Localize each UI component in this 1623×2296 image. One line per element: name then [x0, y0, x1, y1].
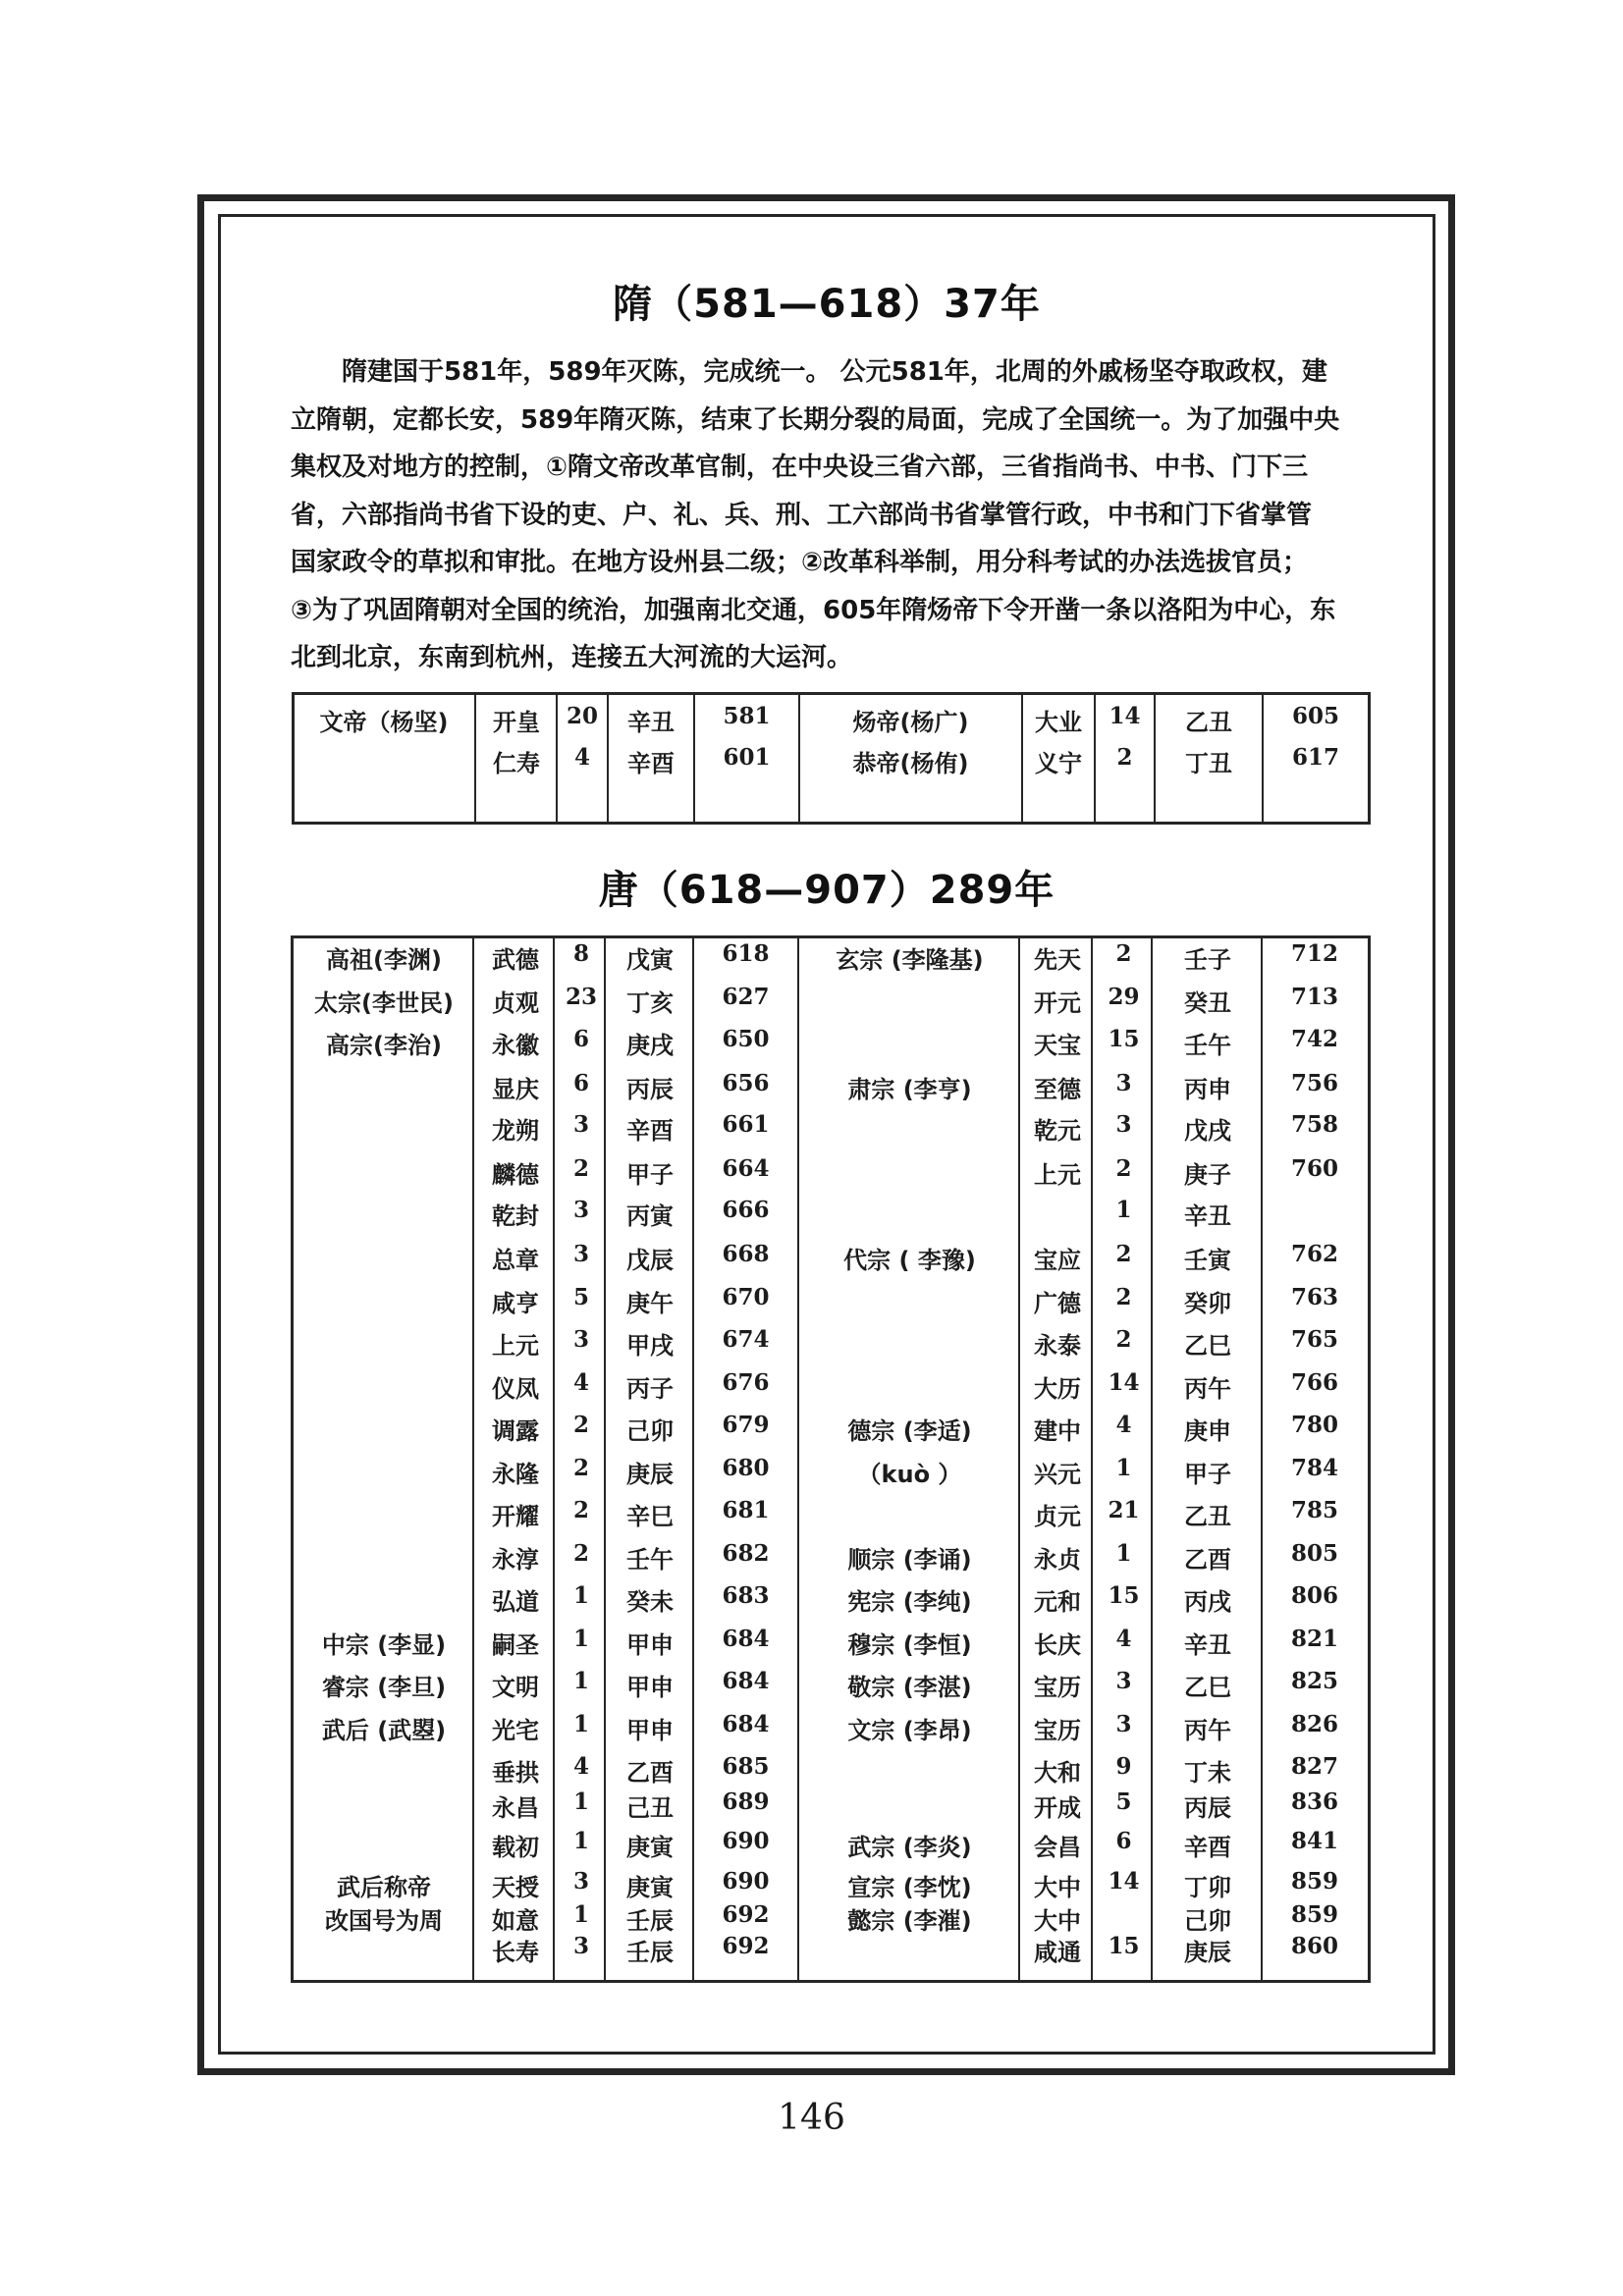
years-cell: 5: [572, 1284, 589, 1310]
table-row: [294, 1412, 1368, 1443]
years-cell: 4: [573, 744, 590, 771]
year-cell: 684: [722, 1626, 770, 1652]
ganzhi-cell: 辛酉: [626, 1117, 674, 1145]
years-cell: 21: [1108, 1497, 1140, 1523]
year-cell: 683: [722, 1582, 770, 1609]
era-name-cell: 宝历: [1034, 1717, 1081, 1744]
ganzhi-cell: 辛丑: [1184, 1631, 1231, 1659]
year-cell: 712: [1290, 940, 1338, 967]
ganzhi-cell: 丙戌: [1184, 1588, 1231, 1616]
era-name-cell: 咸亨: [492, 1290, 539, 1317]
years-cell: 4: [572, 1753, 589, 1780]
ganzhi-cell: 壬午: [1184, 1032, 1231, 1059]
intro-line: 国家政令的草拟和审批。在地方设州县二级；②改革科举制，用分科考试的办法选拔官员；: [291, 548, 1309, 577]
year-cell: 664: [722, 1155, 770, 1182]
years-cell: 6: [572, 1070, 589, 1096]
ganzhi-cell: 庚子: [1184, 1161, 1231, 1189]
year-cell: 674: [722, 1326, 770, 1353]
years-cell: 2: [1115, 940, 1132, 967]
years-cell: 23: [565, 984, 597, 1010]
year-cell: 825: [1290, 1668, 1338, 1694]
years-cell: 3: [572, 1197, 589, 1223]
years-cell: 4: [1115, 1412, 1132, 1438]
year-cell: 679: [722, 1412, 770, 1438]
era-name-cell: 如意: [492, 1907, 539, 1935]
years-cell: 2: [572, 1540, 589, 1567]
years-cell: 3: [1115, 1070, 1132, 1096]
years-cell: 2: [572, 1455, 589, 1481]
years-cell: 1: [1115, 1197, 1132, 1223]
years-cell: 1: [1115, 1540, 1132, 1567]
era-name-cell: 乾封: [492, 1202, 539, 1230]
year-cell: 692: [722, 1933, 770, 1959]
era-name-cell: 永泰: [1034, 1332, 1081, 1360]
year-cell: 690: [722, 1868, 770, 1895]
years-cell: 1: [572, 1668, 589, 1694]
years-cell: 15: [1108, 1933, 1140, 1959]
ganzhi-cell: 辛丑: [1184, 1202, 1231, 1230]
years-cell: 3: [1115, 1668, 1132, 1694]
years-cell: 29: [1108, 984, 1140, 1010]
era-name-cell: 开耀: [492, 1503, 539, 1530]
years-cell: 3: [572, 1241, 589, 1267]
table-row: [294, 1868, 1368, 1899]
ganzhi-cell: 丁亥: [626, 989, 674, 1017]
era-name-cell: 咸通: [1034, 1939, 1081, 1966]
years-cell: 1: [572, 1828, 589, 1854]
ganzhi-cell: 乙酉: [1184, 1546, 1231, 1574]
years-cell: 2: [1115, 1241, 1132, 1267]
era-name-cell: 贞观: [492, 989, 539, 1017]
years-cell: 15: [1108, 1026, 1140, 1052]
ganzhi-cell: 甲申: [626, 1717, 674, 1744]
era-name-cell: 上元: [1034, 1161, 1081, 1189]
table-row: [294, 1753, 1368, 1785]
ganzhi-cell: 乙丑: [1184, 1503, 1231, 1530]
year-cell: 713: [1290, 984, 1338, 1010]
era-name-cell: 麟德: [492, 1161, 539, 1189]
ganzhi-cell: 甲戌: [626, 1332, 674, 1360]
ganzhi-cell: 壬辰: [626, 1907, 674, 1935]
era-name-cell: 大业: [1035, 709, 1082, 736]
intro-line: 北到北京，东南到杭州，连接五大河流的大运河。: [291, 643, 853, 672]
year-cell: 661: [722, 1111, 770, 1138]
years-cell: 1: [572, 1582, 589, 1609]
ganzhi-cell: 庚辰: [626, 1461, 674, 1488]
ganzhi-cell: 乙丑: [1185, 709, 1232, 736]
year-cell: 806: [1290, 1582, 1338, 1609]
year-cell: 859: [1290, 1868, 1338, 1895]
era-name-cell: 宝历: [1034, 1674, 1081, 1701]
table-row: [294, 1626, 1368, 1657]
table-row: [294, 1284, 1368, 1315]
year-cell: 780: [1290, 1412, 1338, 1438]
era-name-cell: 开元: [1034, 989, 1081, 1017]
ganzhi-cell: 乙巳: [1184, 1332, 1231, 1360]
ganzhi-cell: 丙寅: [626, 1202, 674, 1230]
years-cell: 5: [1115, 1789, 1132, 1815]
ganzhi-cell: 丙子: [626, 1375, 674, 1403]
years-cell: 3: [572, 1933, 589, 1959]
table-row: [294, 1901, 1368, 1933]
era-name-cell: 宝应: [1034, 1247, 1081, 1274]
years-cell: 15: [1108, 1582, 1140, 1609]
year-cell: 690: [722, 1828, 770, 1854]
ganzhi-cell: 庚寅: [626, 1874, 674, 1901]
era-name-cell: 大中: [1034, 1907, 1081, 1935]
year-cell: 656: [722, 1070, 770, 1096]
year-cell: 765: [1290, 1326, 1338, 1353]
ganzhi-cell: 庚戌: [626, 1032, 674, 1059]
ganzhi-cell: 辛巳: [626, 1503, 674, 1530]
year-cell: 685: [722, 1753, 770, 1780]
era-name-cell: 先天: [1034, 946, 1081, 974]
ganzhi-cell: 壬子: [1184, 946, 1231, 974]
years-cell: 2: [1115, 1326, 1132, 1353]
intro-line: 立隋朝，定都长安，589年隋灭陈，结束了长期分裂的局面，完成了全国统一。为了加强中央: [291, 404, 1340, 435]
year-cell: 601: [723, 744, 771, 771]
year-cell: 684: [722, 1711, 770, 1737]
emperor-cell: 中宗 (李显): [321, 1631, 447, 1659]
ganzhi-cell: 丙申: [1184, 1076, 1231, 1103]
emperor-cell: 高祖(李渊): [326, 946, 442, 974]
year-cell: 682: [722, 1540, 770, 1567]
era-name-cell: 会昌: [1034, 1834, 1081, 1861]
emperor-cell: 宪宗 (李纯): [847, 1588, 972, 1616]
year-cell: 681: [722, 1497, 770, 1523]
year-cell: 836: [1290, 1789, 1338, 1815]
table-row: [294, 1369, 1368, 1401]
sui-reign-table: [292, 692, 1371, 825]
table-row: [294, 1497, 1368, 1528]
ganzhi-cell: 甲子: [626, 1161, 674, 1189]
year-cell: 684: [722, 1668, 770, 1694]
ganzhi-cell: 己卯: [1184, 1907, 1231, 1935]
emperor-cell: 武宗 (李炎): [847, 1834, 972, 1861]
emperor-cell: 德宗 (李适): [847, 1417, 972, 1445]
era-name-cell: 开皇: [493, 709, 540, 736]
years-cell: 2: [572, 1155, 589, 1182]
years-cell: 2: [1115, 1284, 1132, 1310]
era-name-cell: 永隆: [492, 1461, 539, 1488]
ganzhi-cell: 甲子: [1184, 1461, 1231, 1488]
table-row: [294, 1828, 1368, 1859]
era-name-cell: 元和: [1034, 1588, 1081, 1616]
ganzhi-cell: 辛酉: [627, 750, 675, 777]
year-cell: 785: [1290, 1497, 1338, 1523]
years-cell: 2: [1116, 744, 1133, 771]
era-name-cell: 兴元: [1034, 1461, 1081, 1488]
table-row: [294, 1789, 1368, 1820]
year-cell: 617: [1291, 744, 1339, 771]
years-cell: 2: [1115, 1155, 1132, 1182]
era-name-cell: 开成: [1034, 1794, 1081, 1822]
ganzhi-cell: 乙酉: [626, 1759, 674, 1787]
years-cell: 6: [572, 1026, 589, 1052]
years-cell: 20: [566, 703, 598, 729]
year-cell: 766: [1290, 1369, 1338, 1396]
era-name-cell: 乾元: [1034, 1117, 1081, 1145]
era-name-cell: 文明: [492, 1674, 539, 1701]
era-name-cell: 永贞: [1034, 1546, 1081, 1574]
ganzhi-cell: 己丑: [626, 1794, 674, 1822]
year-cell: 627: [722, 984, 770, 1010]
emperor-cell: 高宗(李治): [326, 1032, 442, 1059]
year-cell: 762: [1290, 1241, 1338, 1267]
era-name-cell: 天授: [492, 1874, 539, 1901]
ganzhi-cell: 庚申: [1184, 1417, 1231, 1445]
era-name-cell: 长寿: [492, 1939, 539, 1966]
years-cell: 2: [572, 1412, 589, 1438]
year-cell: 756: [1290, 1070, 1338, 1096]
intro-line: 隋建国于581年，589年灭陈，完成统一。 公元581年，北周的外戚杨坚夺取政权，建: [342, 357, 1327, 387]
years-cell: 3: [572, 1111, 589, 1138]
years-cell: 2: [572, 1497, 589, 1523]
emperor-cell: 武后 (武曌): [321, 1717, 447, 1744]
year-cell: 668: [722, 1241, 770, 1267]
emperor-cell: 玄宗 (李隆基): [836, 946, 984, 974]
emperor-cell: 文帝（杨坚): [319, 709, 449, 736]
era-name-cell: 广德: [1034, 1290, 1081, 1317]
era-name-cell: 长庆: [1034, 1631, 1081, 1659]
era-name-cell: 嗣圣: [492, 1631, 539, 1659]
emperor-cell: 改国号为周: [325, 1907, 443, 1935]
table-row: [294, 1326, 1368, 1358]
emperor-cell: 敬宗 (李湛): [847, 1674, 972, 1701]
ganzhi-cell: 辛丑: [627, 709, 675, 736]
ganzhi-cell: 丁丑: [1185, 750, 1232, 777]
era-name-cell: 垂拱: [492, 1759, 539, 1787]
era-name-cell: 上元: [492, 1332, 539, 1360]
era-name-cell: 大和: [1034, 1759, 1081, 1787]
ganzhi-cell: 丙辰: [626, 1076, 674, 1103]
era-name-cell: 贞元: [1034, 1503, 1081, 1530]
ganzhi-cell: 甲申: [626, 1631, 674, 1659]
table-row: [294, 1155, 1368, 1187]
year-cell: 680: [722, 1455, 770, 1481]
ganzhi-cell: 壬寅: [1184, 1247, 1231, 1274]
table-row: [294, 1582, 1368, 1614]
era-name-cell: 建中: [1034, 1417, 1081, 1445]
table-row: [294, 1197, 1368, 1228]
year-cell: 581: [723, 703, 771, 729]
year-cell: 666: [722, 1197, 770, 1223]
years-cell: 6: [1115, 1828, 1132, 1854]
ganzhi-cell: 戊戌: [1184, 1117, 1231, 1145]
year-cell: 605: [1291, 703, 1339, 729]
emperor-cell: 太宗(李世民): [314, 989, 454, 1017]
table-row: [294, 1711, 1368, 1742]
ganzhi-cell: 壬午: [626, 1546, 674, 1574]
era-name-cell: 显庆: [492, 1076, 539, 1103]
page-number: 146: [778, 2098, 845, 2138]
year-cell: 670: [722, 1284, 770, 1310]
year-cell: 692: [722, 1901, 770, 1928]
ganzhi-cell: 甲申: [626, 1674, 674, 1701]
tang-heading: 唐（618—907）289年: [598, 868, 1055, 913]
era-name-cell: 永昌: [492, 1794, 539, 1822]
era-name-cell: 永淳: [492, 1546, 539, 1574]
era-name-cell: 总章: [492, 1247, 539, 1274]
table-row: [294, 1933, 1368, 1964]
years-cell: 1: [572, 1626, 589, 1652]
years-cell: 3: [572, 1326, 589, 1353]
tang-reign-table: [291, 935, 1371, 1983]
table-row: [294, 1111, 1368, 1143]
year-cell: 689: [722, 1789, 770, 1815]
intro-line: ③为了巩固隋朝对全国的统治，加强南北交通，605年隋炀帝下令开凿一条以洛阳为中心，东: [291, 595, 1336, 625]
year-cell: 827: [1290, 1753, 1338, 1780]
emperor-cell: （kuò ）: [857, 1461, 962, 1488]
emperor-cell: 武后称帝: [337, 1874, 431, 1901]
years-cell: 3: [1115, 1111, 1132, 1138]
year-cell: 859: [1290, 1901, 1338, 1928]
table-row: [294, 1455, 1368, 1486]
years-cell: 1: [572, 1711, 589, 1737]
year-cell: 758: [1290, 1111, 1338, 1138]
era-name-cell: 永徽: [492, 1032, 539, 1059]
years-cell: 9: [1115, 1753, 1132, 1780]
year-cell: 841: [1290, 1828, 1338, 1854]
ganzhi-cell: 癸未: [626, 1588, 674, 1616]
ganzhi-cell: 庚寅: [626, 1834, 674, 1861]
era-name-cell: 载初: [492, 1834, 539, 1861]
ganzhi-cell: 庚午: [626, 1290, 674, 1317]
year-cell: 742: [1290, 1026, 1338, 1052]
table-row: [294, 1070, 1368, 1101]
ganzhi-cell: 己卯: [626, 1417, 674, 1445]
ganzhi-cell: 壬辰: [626, 1939, 674, 1966]
year-cell: 763: [1290, 1284, 1338, 1310]
ganzhi-cell: 丁未: [1184, 1759, 1231, 1787]
years-cell: 4: [572, 1369, 589, 1396]
era-name-cell: 仁寿: [493, 750, 540, 777]
ganzhi-cell: 丙辰: [1184, 1794, 1231, 1822]
emperor-cell: 肃宗 (李亨): [847, 1076, 972, 1103]
table-row: [294, 984, 1368, 1015]
year-cell: 821: [1290, 1626, 1338, 1652]
era-name-cell: 义宁: [1035, 750, 1082, 777]
table-row: [294, 1241, 1368, 1272]
emperor-cell: 恭帝(杨侑): [852, 750, 969, 777]
era-name-cell: 大中: [1034, 1874, 1081, 1901]
ganzhi-cell: 乙巳: [1184, 1674, 1231, 1701]
emperor-cell: 文宗 (李昂): [847, 1717, 972, 1744]
ganzhi-cell: 癸丑: [1184, 989, 1231, 1017]
era-name-cell: 至德: [1034, 1076, 1081, 1103]
sui-heading: 隋（581—618）37年: [613, 282, 1041, 327]
year-cell: 760: [1290, 1155, 1338, 1182]
intro-line: 省，六部指尚书省下设的吏、户、礼、兵、刑、工六部尚书省掌管行政，中书和门下省掌管: [291, 500, 1313, 530]
year-cell: 618: [722, 940, 770, 967]
emperor-cell: 睿宗 (李旦): [321, 1674, 447, 1701]
years-cell: 14: [1109, 703, 1141, 729]
ganzhi-cell: 丙午: [1184, 1375, 1231, 1403]
table-row: [295, 744, 1368, 775]
era-name-cell: 仪凤: [492, 1375, 539, 1403]
table-row: [294, 940, 1368, 972]
years-cell: 1: [572, 1789, 589, 1815]
year-cell: 650: [722, 1026, 770, 1052]
year-cell: 676: [722, 1369, 770, 1396]
ganzhi-cell: 丙午: [1184, 1717, 1231, 1744]
era-name-cell: 龙朔: [492, 1117, 539, 1145]
year-cell: 860: [1290, 1933, 1338, 1959]
emperor-cell: 懿宗 (李漼): [847, 1907, 972, 1935]
year-cell: 784: [1290, 1455, 1338, 1481]
years-cell: 3: [1115, 1711, 1132, 1737]
table-row: [294, 1540, 1368, 1572]
table-row: [294, 1668, 1368, 1699]
era-name-cell: 光宅: [492, 1717, 539, 1744]
ganzhi-cell: 癸卯: [1184, 1290, 1231, 1317]
emperor-cell: 穆宗 (李恒): [847, 1631, 972, 1659]
ganzhi-cell: 丁卯: [1184, 1874, 1231, 1901]
ganzhi-cell: 戊辰: [626, 1247, 674, 1274]
years-cell: 1: [1115, 1455, 1132, 1481]
emperor-cell: 炀帝(杨广): [852, 709, 969, 736]
sui-intro-paragraph: [291, 348, 1371, 682]
emperor-cell: 顺宗 (李诵): [847, 1546, 972, 1574]
year-cell: 805: [1290, 1540, 1338, 1567]
years-cell: 14: [1108, 1369, 1140, 1396]
years-cell: 1: [572, 1901, 589, 1928]
table-row: [295, 703, 1368, 734]
years-cell: 8: [572, 940, 589, 967]
emperor-cell: 代宗 ( 李豫): [843, 1247, 976, 1274]
era-name-cell: 弘道: [492, 1588, 539, 1616]
ganzhi-cell: 辛酉: [1184, 1834, 1231, 1861]
years-cell: 4: [1115, 1626, 1132, 1652]
ganzhi-cell: 戊寅: [626, 946, 674, 974]
years-cell: 14: [1108, 1868, 1140, 1895]
year-cell: 826: [1290, 1711, 1338, 1737]
emperor-cell: 宣宗 (李忱): [847, 1874, 972, 1901]
era-name-cell: 大历: [1034, 1375, 1081, 1403]
intro-line: 集权及对地方的控制，①隋文帝改革官制，在中央设三省六部，三省指尚书、中书、门下三: [291, 453, 1309, 482]
ganzhi-cell: 庚辰: [1184, 1939, 1231, 1966]
era-name-cell: 天宝: [1034, 1032, 1081, 1059]
table-row: [294, 1026, 1368, 1057]
era-name-cell: 武德: [492, 946, 539, 974]
years-cell: 3: [572, 1868, 589, 1895]
era-name-cell: 调露: [492, 1417, 539, 1445]
